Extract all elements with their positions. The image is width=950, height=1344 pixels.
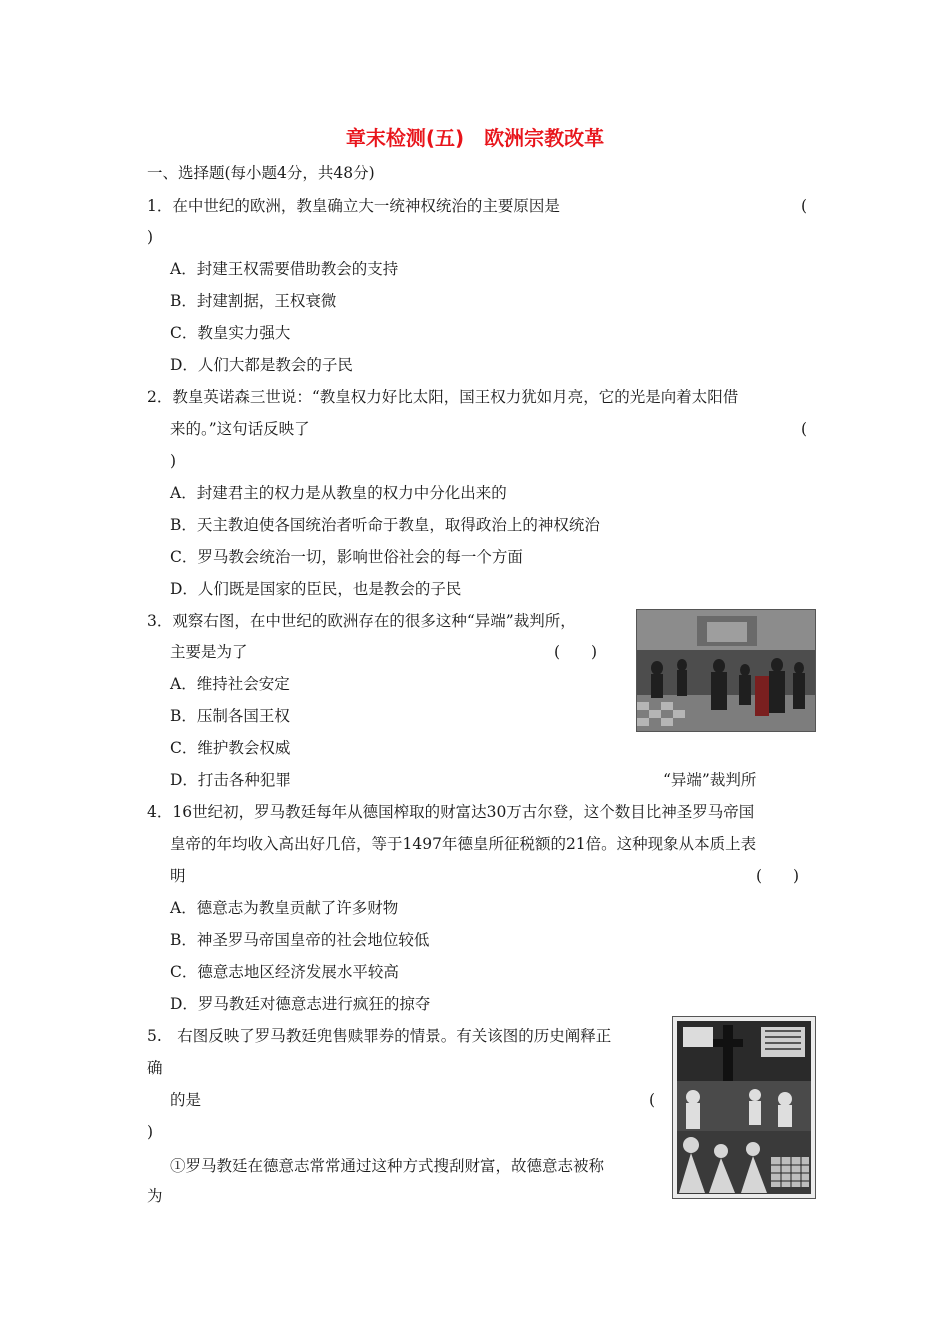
q5-item1-line2: 为	[147, 1187, 163, 1205]
q1-answer-paren-open: (	[801, 197, 808, 215]
q2-stem-line2: 来的。”这句话反映了	[170, 420, 310, 438]
q1-option-c: C．教皇实力强大	[170, 324, 291, 342]
q3-stem-line2: 主要是为了	[170, 643, 248, 661]
q2-option-a: A．封建君主的权力是从教皇的权力中分化出来的	[170, 484, 507, 502]
q2-answer-paren-open: (	[801, 420, 808, 438]
q4-stem-line1: 4．16世纪初，罗马教廷每年从德国榨取的财富达30万古尔登，这个数目比神圣罗马帝国	[147, 803, 755, 821]
q1-option-d: D．人们大都是教会的子民	[170, 356, 353, 374]
inquisition-illustration	[637, 610, 815, 731]
q5-item1-line1: ①罗马教廷在德意志常常通过这种方式搜刮财富，故德意志被称	[170, 1157, 605, 1175]
q3-option-b: B．压制各国王权	[170, 707, 290, 725]
q5-stem-line1: 5. 右图反映了罗马教廷兜售赎罪券的情景。有关该图的历史阐释正	[147, 1027, 612, 1045]
q3-figure-caption: “异端”裁判所	[663, 771, 757, 789]
q4-answer-paren: ( )	[756, 867, 800, 885]
q1-stem: 1．在中世纪的欧洲，教皇确立大一统神权统治的主要原因是	[147, 197, 560, 215]
q4-option-a: A．德意志为教皇贡献了许多财物	[170, 899, 399, 917]
q2-option-d: D．人们既是国家的臣民，也是教会的子民	[170, 580, 462, 598]
q3-option-a: A．维持社会安定	[170, 675, 290, 693]
q3-option-c: C．维护教会权威	[170, 739, 291, 757]
indulgence-sale-woodcut	[672, 1016, 816, 1199]
q3-answer-paren: ( )	[554, 643, 598, 661]
page-title: 章末检测(五) 欧洲宗教改革	[345, 126, 605, 150]
section-heading: 一、选择题(每小题4分，共48分)	[147, 164, 375, 182]
q3-stem-line1: 3．观察右图，在中世纪的欧洲存在的很多这种“异端”裁判所，	[147, 612, 576, 630]
q2-option-c: C．罗马教会统治一切，影响世俗社会的每一个方面	[170, 548, 523, 566]
q1-answer-paren-close: )	[147, 228, 154, 246]
q4-option-b: B．神圣罗马帝国皇帝的社会地位较低	[170, 931, 430, 949]
q4-stem-line2: 皇帝的年均收入高出好几倍，等于1497年德皇所征税额的21倍。这种现象从本质上表	[170, 835, 757, 853]
q1-option-a: A．封建王权需要借助教会的支持	[170, 260, 399, 278]
q4-stem-line3: 明	[170, 867, 186, 885]
q3-option-d: D．打击各种犯罪	[170, 771, 291, 789]
woodcut-illustration	[673, 1017, 815, 1198]
q4-option-d: D．罗马教廷对德意志进行疯狂的掠夺	[170, 995, 431, 1013]
q4-option-c: C．德意志地区经济发展水平较高	[170, 963, 399, 981]
q2-option-b: B．天主教迫使各国统治者听命于教皇，取得政治上的神权统治	[170, 516, 600, 534]
q1-option-b: B．封建割据，王权衰微	[170, 292, 337, 310]
q5-stem-line3: 的是	[170, 1091, 202, 1109]
q5-answer-paren-close: )	[147, 1123, 154, 1141]
q2-answer-paren-close: )	[170, 452, 177, 470]
q2-stem-line1: 2．教皇英诺森三世说：“教皇权力好比太阳，国王权力犹如月亮，它的光是向着太阳借	[147, 388, 739, 406]
inquisition-court-image	[636, 609, 816, 732]
q5-stem-line2: 确	[147, 1059, 163, 1077]
q5-answer-paren-open: (	[649, 1091, 656, 1109]
